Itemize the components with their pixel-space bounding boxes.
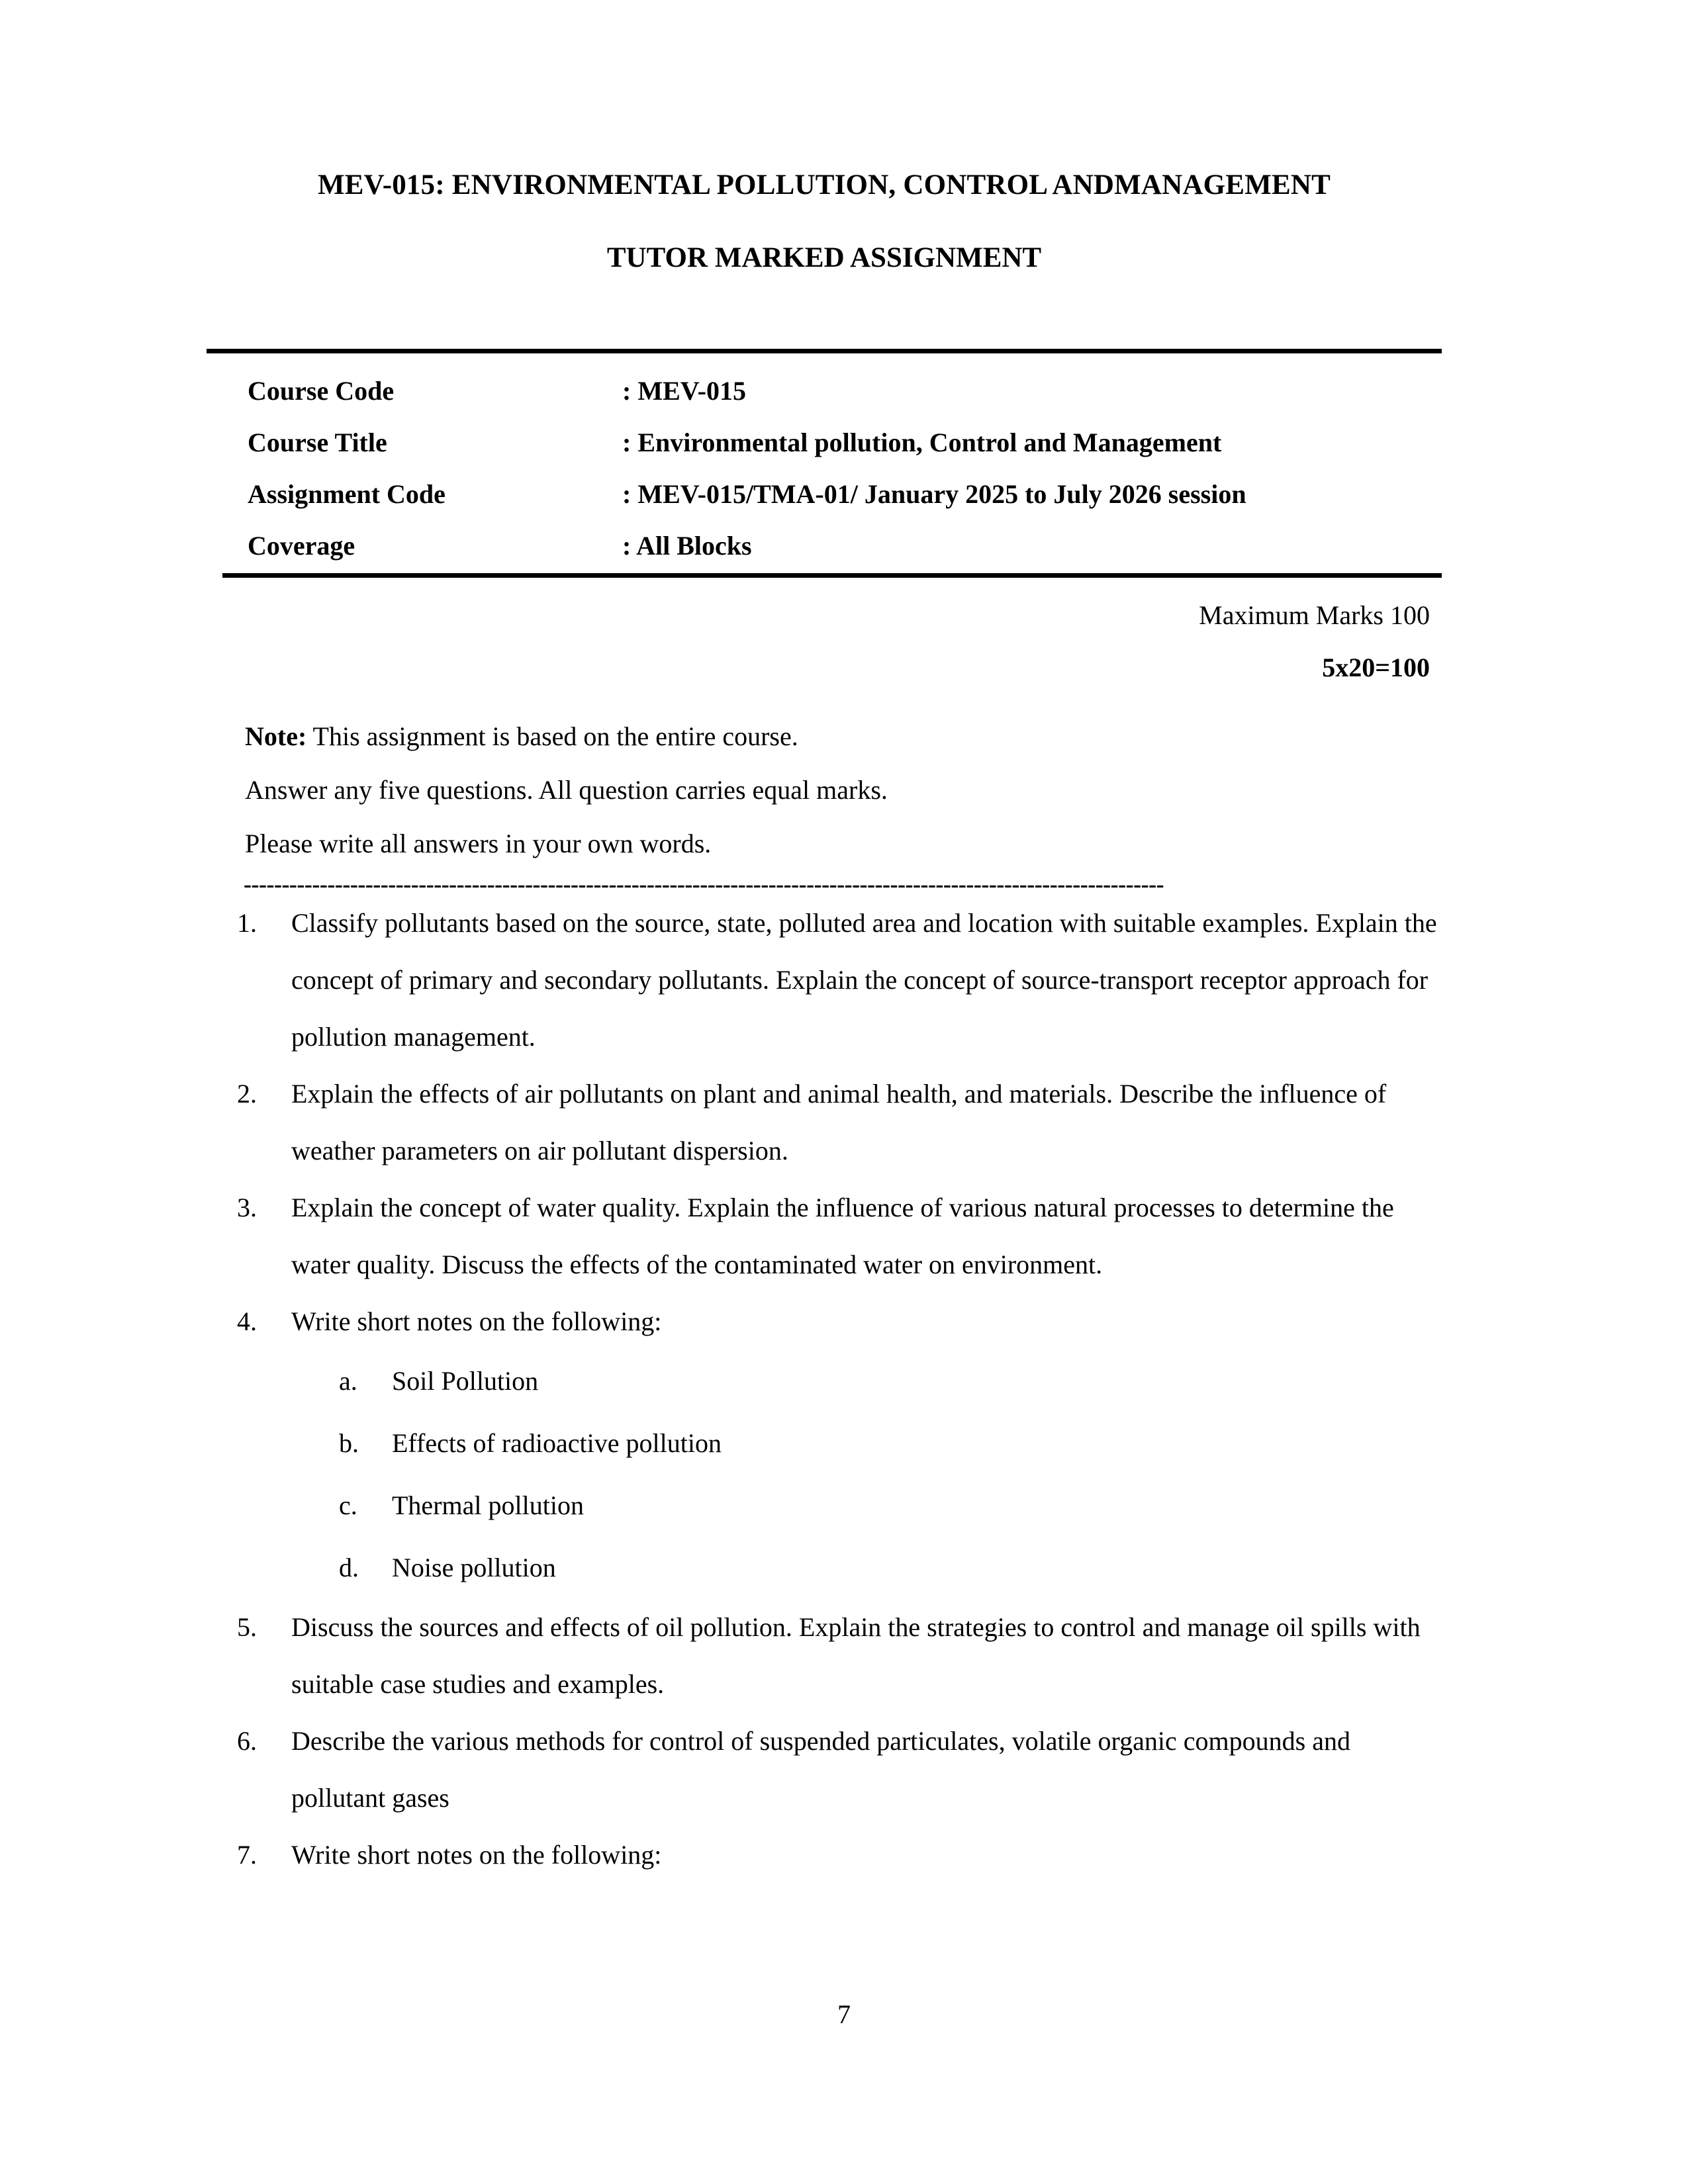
sub-list-item <box>339 1350 1448 1412</box>
list-item <box>237 1713 1448 1827</box>
note-line-1 <box>245 709 1443 763</box>
header-rule-top <box>207 349 1442 353</box>
sub-item-letter: a. <box>339 1366 357 1396</box>
header-rule-bottom <box>222 573 1442 578</box>
question-number: 4. <box>237 1306 257 1336</box>
sub-item-text: Soil Pollution <box>392 1366 539 1396</box>
question-number: 2. <box>237 1079 257 1109</box>
question-number: 5. <box>237 1612 257 1642</box>
page-title: MEV-015: ENVIRONMENTAL POLLUTION, CONTROL ANDMANAGEMENT <box>317 169 1331 201</box>
sub-item-text: Effects of radioactive pollution <box>392 1428 722 1458</box>
note-line-3: Please write all answers in your own words. <box>245 829 712 858</box>
course-details-table <box>248 365 1446 572</box>
marks-calculation: 5x20=100 <box>1322 653 1430 682</box>
question-text: Write short notes on the following: <box>291 1840 662 1870</box>
sub-item-letter: c. <box>339 1490 357 1520</box>
sub-item-letter: d. <box>339 1553 359 1582</box>
page-subtitle: TUTOR MARKED ASSIGNMENT <box>606 242 1042 273</box>
list-item <box>237 1293 1448 1599</box>
list-item <box>237 1066 1448 1179</box>
table-row <box>248 365 1446 417</box>
question-text: Discuss the sources and effects of oil pollution. Explain the strategies to control and manage oil spills with suitable case studies and examples. <box>291 1612 1421 1699</box>
sub-item-text: Noise pollution <box>392 1553 556 1582</box>
assignment-code-label: Assignment Code <box>248 479 445 509</box>
list-item <box>237 1179 1448 1293</box>
question-text: Describe the various methods for control of suspended particulates, volatile organic compounds and pollutant gases <box>291 1726 1350 1813</box>
note-line-2: Answer any five questions. All question carries equal marks. <box>245 775 888 805</box>
sub-item-letter: b. <box>339 1428 359 1458</box>
assignment-code-value: : MEV-015/TMA-01/ January 2025 to July 2026 session <box>622 479 1246 509</box>
course-title-label: Course Title <box>248 428 387 457</box>
course-code-label: Course Code <box>248 376 395 406</box>
note-line-1-text: This assignment is based on the entire course. <box>306 721 798 751</box>
coverage-value: : All Blocks <box>622 531 752 561</box>
note-label: Note: <box>245 721 307 751</box>
sub-list-item <box>339 1537 1448 1599</box>
question-text: Classify pollutants based on the source, state, polluted area and location with suitable examples. Explain the concept of primary and secondary pollutants. Explain the concept of source-transport receptor approach for pollution management. <box>291 908 1437 1052</box>
table-row <box>248 520 1446 572</box>
table-row <box>248 469 1446 520</box>
question-number: 3. <box>237 1193 257 1222</box>
question-list <box>237 895 1448 1884</box>
dashed-separator: ------------------------------------------------------------------------------------------------------------------------- <box>244 871 1164 897</box>
sub-list-item <box>339 1475 1448 1537</box>
list-item <box>237 1599 1448 1713</box>
table-row <box>248 417 1446 469</box>
sub-list-item <box>339 1412 1448 1475</box>
question-text: Explain the effects of air pollutants on plant and animal health, and materials. Describe the influence of weather parameters on air pollutant dispersion. <box>291 1079 1387 1165</box>
maximum-marks: Maximum Marks 100 <box>1199 600 1430 630</box>
notes-section <box>245 709 1443 870</box>
question-number: 1. <box>237 908 257 938</box>
course-title-value: : Environmental pollution, Control and Management <box>622 428 1222 457</box>
question-text: Write short notes on the following: <box>291 1306 662 1336</box>
list-item <box>237 1827 1448 1884</box>
sub-item-text: Thermal pollution <box>392 1490 584 1520</box>
page-number: 7 <box>837 1999 851 2029</box>
coverage-label: Coverage <box>248 531 355 561</box>
question-text: Explain the concept of water quality. Explain the influence of various natural processes to determine the water quality. Discuss the effects of the contaminated water on environment. <box>291 1193 1394 1279</box>
sub-question-list <box>291 1350 1448 1599</box>
course-code-value: : MEV-015 <box>622 376 746 406</box>
question-number: 7. <box>237 1840 257 1870</box>
question-number: 6. <box>237 1726 257 1756</box>
list-item <box>237 895 1448 1066</box>
